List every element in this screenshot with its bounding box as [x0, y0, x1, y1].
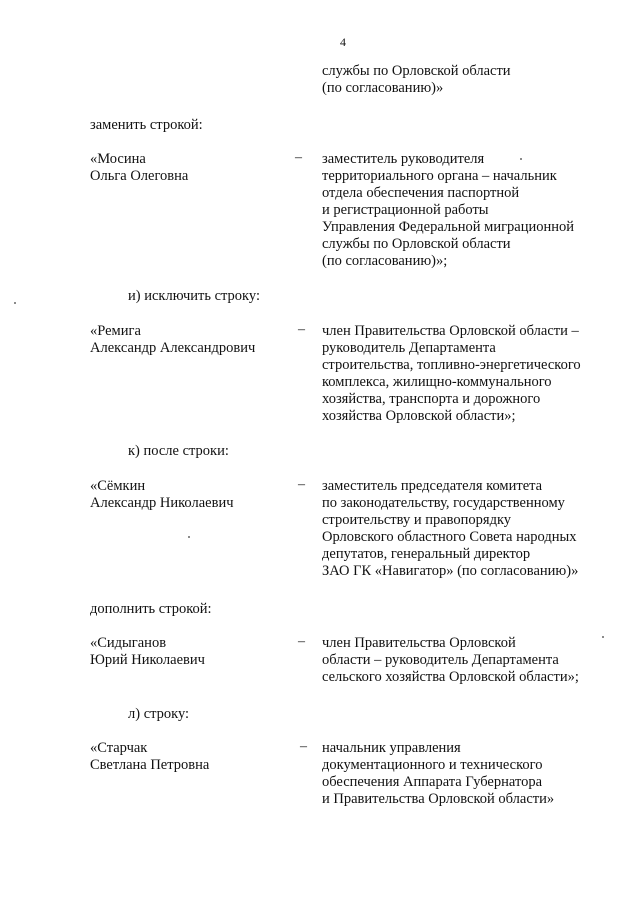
scan-speck [520, 158, 522, 160]
position-line: начальник управления [322, 740, 461, 756]
page-number: 4 [340, 35, 346, 49]
position-line: и Правительства Орловской области» [322, 791, 555, 807]
name-line: «Старчак [90, 740, 148, 756]
position-line: комплекса, жилищно-коммунального [322, 374, 552, 390]
scan-speck [188, 536, 190, 538]
entry-position [322, 740, 554, 808]
entry-name [90, 635, 205, 669]
name-line: Александр Александрович [90, 340, 256, 356]
add-instruction: дополнить строкой: [90, 601, 212, 617]
entry-name [90, 151, 188, 185]
name-line: Светлана Петровна [90, 757, 210, 773]
entry-name [90, 478, 234, 512]
position-line: области – руководитель Департамента [322, 652, 559, 668]
entry-dash: – [300, 739, 307, 754]
entry-name [90, 740, 209, 774]
position-line: и регистрационной работы [322, 202, 489, 218]
position-line: по законодательству, государственному [322, 495, 565, 511]
position-line: ЗАО ГК «Навигатор» (по согласованию)» [322, 563, 579, 579]
position-line: хозяйства, транспорта и дорожного [322, 391, 541, 407]
name-line: Юрий Николаевич [90, 652, 205, 668]
entry-position [322, 323, 581, 425]
name-line: «Сёмкин [90, 478, 146, 494]
scan-speck [602, 636, 604, 638]
entry-position [322, 478, 578, 580]
position-line: отдела обеспечения паспортной [322, 185, 520, 201]
position-line: территориального органа – начальник [322, 168, 557, 184]
name-line: «Мосина [90, 151, 146, 167]
position-line: документационного и технического [322, 757, 543, 773]
position-line: член Правительства Орловской [322, 635, 516, 651]
name-line: Александр Николаевич [90, 495, 234, 511]
position-line: заместитель руководителя [322, 151, 485, 167]
entry-dash: – [298, 322, 305, 337]
name-line: Ольга Олеговна [90, 168, 189, 184]
continuation-line: (по согласованию)» [322, 80, 444, 96]
instruction-l: л) строку: [128, 706, 190, 722]
continuation-block [322, 63, 511, 97]
continuation-line: службы по Орловской области [322, 63, 511, 79]
position-line: строительству и правопорядку [322, 512, 512, 528]
entry-position [322, 635, 579, 686]
position-line: член Правительства Орловской области – [322, 323, 579, 339]
entry-dash: – [298, 477, 305, 492]
position-line: Управления Федеральной миграционной [322, 219, 575, 235]
name-line: «Сидыганов [90, 635, 167, 651]
replace-instruction: заменить строкой: [90, 117, 203, 133]
position-line: руководитель Департамента [322, 340, 496, 356]
position-line: строительства, топливно-энергетического [322, 357, 581, 373]
position-line: сельского хозяйства Орловской области»; [322, 669, 579, 685]
position-line: Орловского областного Совета народных [322, 529, 577, 545]
name-line: «Ремига [90, 323, 141, 339]
instruction-i: и) исключить строку: [128, 288, 260, 304]
position-line: (по согласованию)»; [322, 253, 448, 269]
instruction-k: к) после строки: [128, 443, 229, 459]
position-line: хозяйства Орловской области»; [322, 408, 516, 424]
entry-name [90, 323, 255, 357]
entry-dash: – [298, 634, 305, 649]
entry-position [322, 151, 574, 270]
position-line: службы по Орловской области [322, 236, 511, 252]
position-line: обеспечения Аппарата Губернатора [322, 774, 543, 790]
entry-dash: – [295, 150, 302, 165]
scan-speck [14, 302, 16, 304]
position-line: заместитель председателя комитета [322, 478, 543, 494]
position-line: депутатов, генеральный директор [322, 546, 531, 562]
